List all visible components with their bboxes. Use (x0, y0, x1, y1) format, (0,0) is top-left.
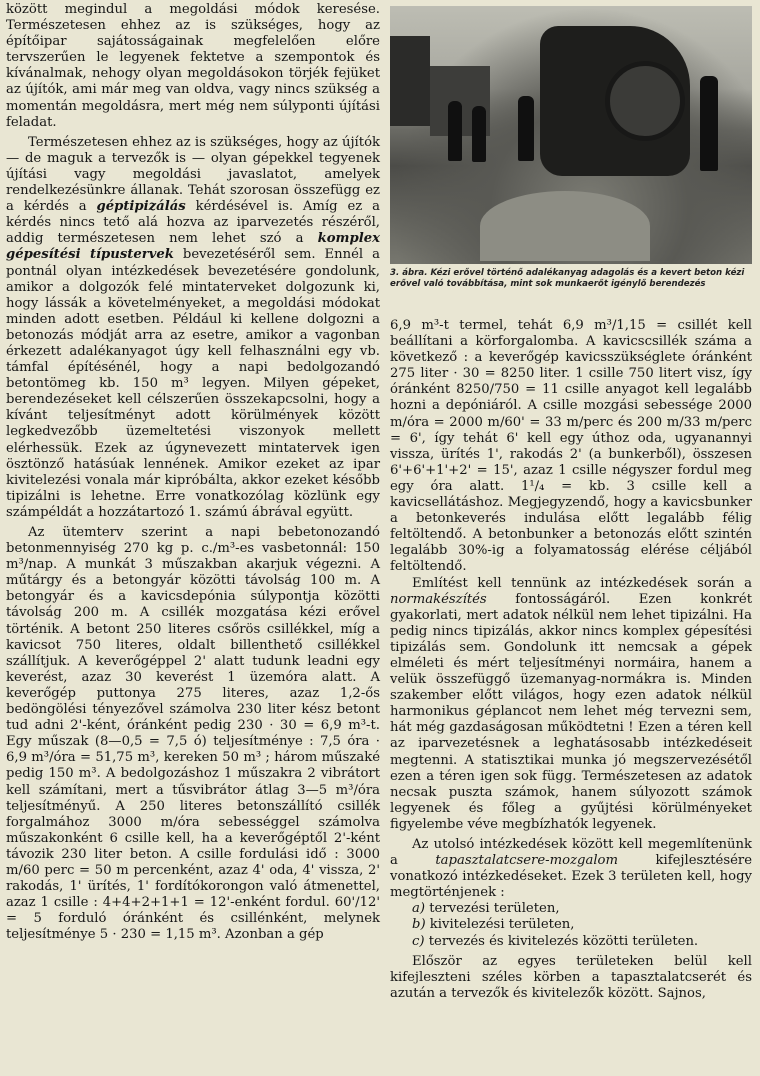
construction-photo (390, 6, 752, 264)
paragraph-normakeszites (390, 576, 752, 834)
gravel-pile (480, 191, 650, 261)
paragraph-closing: Először az egyes területeken belül kell kifejleszteni széles körben a tapasztalatcserét és azután a tervezők és kivitelezők között. Sajnos, (390, 953, 752, 1001)
list-text: tervezési területen, (429, 901, 560, 917)
list-item (390, 917, 752, 933)
paragraph-machine-typing (6, 135, 380, 521)
list-text: kivitelezési területen, (429, 917, 575, 933)
paragraph-calc-continued: 6,9 m³-t termel, tehát 6,9 m³/1,15 = csillét kell beállítani a körforgalomba. A kavicscsillék száma a következő : a keverőgép kavicsszükséglete óránként 275 liter · 30 = 8250 liter. 1 csille 750 litert visz, így óránként 8250/750 = 11 csille anyagot kell legalább hozni a depóniáról. A csille mozgási sebessége 2000 m/óra = 2000 m/60' = 33 m/perc és 200 m/33 m/perc = 6', így tehát 6' kell egy úthoz oda, ugyanannyi vissza, ürítés 1', rakodás 2' (a bunkerből), összesen 6'+6'+1'+2' = 15', azaz 1 csille négyszer fordul meg egy óra alatt. 1¹/₄ = kb. 3 csille kell a kavicsellátáshoz. Megjegyzendő, hogy a kavicsbunker a betonkeverés indulása előtt legalább félig feltöltendő. A betonbunker a betonozás előtt szintén legalább 30%-ig a folyamatosság elérése céljából feltöltendő. (390, 318, 752, 575)
drum-silhouette (605, 61, 685, 141)
text-span: kérdésével is. Amíg ez a kérdés nincs tető alá hozva az iparvezetés részéről, addig természetesen nem lehet szó a (6, 199, 380, 247)
list-marker: a) (412, 901, 426, 917)
emphasis-tapasztalatcsere: tapasztalatcsere-mozgalom (435, 853, 618, 869)
list-marker: c) (412, 933, 425, 949)
emphasis-komplex-gepesitesi: komplex gépesítési típustervek (6, 231, 380, 263)
list-item (390, 901, 752, 917)
emphasis-normakeszites: normakészítés (390, 591, 487, 607)
right-column (390, 318, 752, 1002)
paragraph-calculation: Az ütemterv szerint a napi bebetonozandó betonmennyiség 270 kg p. c./m³-es vasbetonnál: 150 m³/nap. A munkát 3 műszakban akarjuk végezni. A műtárgy és a betongyár közötti távolság 100 m. A betongyár és a kavicsdepónia súlypontja közötti távolság 200 m. A csillék mozgatása kézi erővel történik. A betont 250 literes csőrös csillékkel, míg a kavicsot 750 literes, oldalt billenthető csillékkel szállítjuk. A keverőgéppel 2' alatt tudunk leadni egy keverést, azaz 30 keverést 1 üzemóra alatt. A keverőgép puttonya 275 literes, azaz 1,2-ős bedöngölési tényezővel számolva 230 liter kész betont tud adni 2'-ként, óránként pedig 230 · 30 = 6,9 m³-t. Egy műszak (8—0,5 = 7,5 ó) teljesítménye : 7,5 óra · 6,9 m³/óra = 51,75 m³, kereken 50 m³ ; három műszaké pedig 150 m³. A bedolgozáshoz 1 műszakra 2 vibrátort kell számítani, mert a tűsvibrátor átlag 3—5 m³/óra teljesítményű. A 250 literes betonszállító csillék forgalmához 3000 m/óra sebességgel számolva műszakonként 6 csille kell, ha a keverőgéptől 2'-ként távozik 230 liter beton. A csille fordulási idő : 3000 m/60 perc = 50 m percenként, azaz 4' oda, 4' vissza, 2' rakodás, 1' ürítés, 1' fordítókorongon való átmenettel, azaz 1 csille : 4+4+2+1+1 = 12'-enként fordul. 60'/12' = 5 forduló óránként és csillénként, melynek teljesítménye 5 · 230 = 1,15 m³. Azonban a gép (6, 525, 380, 943)
text-span: Az utolsó intézkedések között kell megemlítenünk a (390, 837, 752, 869)
left-column (6, 0, 380, 943)
text-span: Természetesen ehhez az is szükséges, hogy az újítók — de maguk a tervezők is — olyan gépekkel tegyenek újítási vagy megoldási javaslatot, amelyek rendelkezésünkre állanak. Tehát szorosan összefügg ez a kérdés a (6, 134, 380, 215)
paragraph-tapasztalatcsere (390, 837, 752, 901)
list-marker: b) (412, 917, 426, 933)
paragraph-intro: között megindul a megoldási módok keresése. Természetesen ehhez az is szükséges, hogy az építőipar sajátosságainak megfelelően előre tervszerűen le legyenek fektetve a szempontok és kívánalmak, nehogy olyan megoldásokon törjék fejüket az újítók, ami már meg van oldva, vagy nincs szükség a momentán megoldásra, mert még nem súlyponti újítási feladat. (6, 2, 380, 130)
list-text: tervezés és kivitelezés közötti területen. (428, 933, 699, 949)
text-span: Említést kell tennünk az intézkedések során a (412, 575, 752, 591)
text-span: kifejlesztésére vonatkozó intézkedéseket. Ezek 3 területen kell, hogy megtörténjenek : (390, 853, 752, 901)
text-span: fontosságáról. Ezen konkrét gyakorlati, mert adatok nélkül nem lehet tipizálni. Ha pedig nincs tipizálás, akkor nincs komplex gépesítési tipizálás sem. Gondolunk itt nemcsak a gépek elméleti és mért teljesítményi normáira, hanem a velük összefüggő üzemanyag-normákra is. Minden szakember előtt világos, hogy ezen adatok nélkül harmonikus géplancot nem lehet még tervezni sem, hát még gazdaságosan működtetni ! Ezen a téren kell az iparvezetésnek a leghatásosabb intézkedéseit megtenni. A statisztikai munka jó megszervezésétől ezen a téren igen sok függ. Természetesen az adatok necsak puszta számok, hanem súlyozott számok legyenek és főleg a gyűjtési körülményeket figyelembe véve megbízhatók legyenek. (390, 591, 752, 832)
list-item (390, 934, 752, 950)
text-span: bevezetéséről sem. Ennél a pontnál olyan intézkedések bevezetésére gondolunk, amikor a dolgozók felé mintaterveket dolgozunk ki, hogy lássák a követelményeket, a megoldási módokat minden adott esetben. Például ki kellene dolgozni a betonozás módját arra az esetre, amikor a vagonban érkezett adalékanyagot úgy kell felhasználni egy vb. támfal építésénél, hogy a napi bedolgozandó betontömeg kb. 150 m³ legyen. Milyen gépeket, berendezéseket kell célszerűen összekapcsolni, hogy a kívánt teljesítményt adott körülmények között legkedvezőbb üzemeltetési viszonyok mellett elérhessük. Ezek az úgynevezett mintatervek igen ösztönző hatásúak lennének. Amikor ezeket az ipar kivitelezési vonala már kipróbálta, akkor ezeket később tipizálni is lehetne. Erre vonatkozólag közlünk egy számpéldát a hozzátartozó 1. számú ábrával együtt. (6, 247, 380, 520)
emphasis-geptipizalas: géptipizálás (96, 199, 186, 215)
figure-caption: 3. ábra. Kézi erővel történő adalékanyag adagolás és a kevert beton kézi erővel való továbbítása, mint sok munkaerőt igénylő berendezés (390, 268, 745, 289)
